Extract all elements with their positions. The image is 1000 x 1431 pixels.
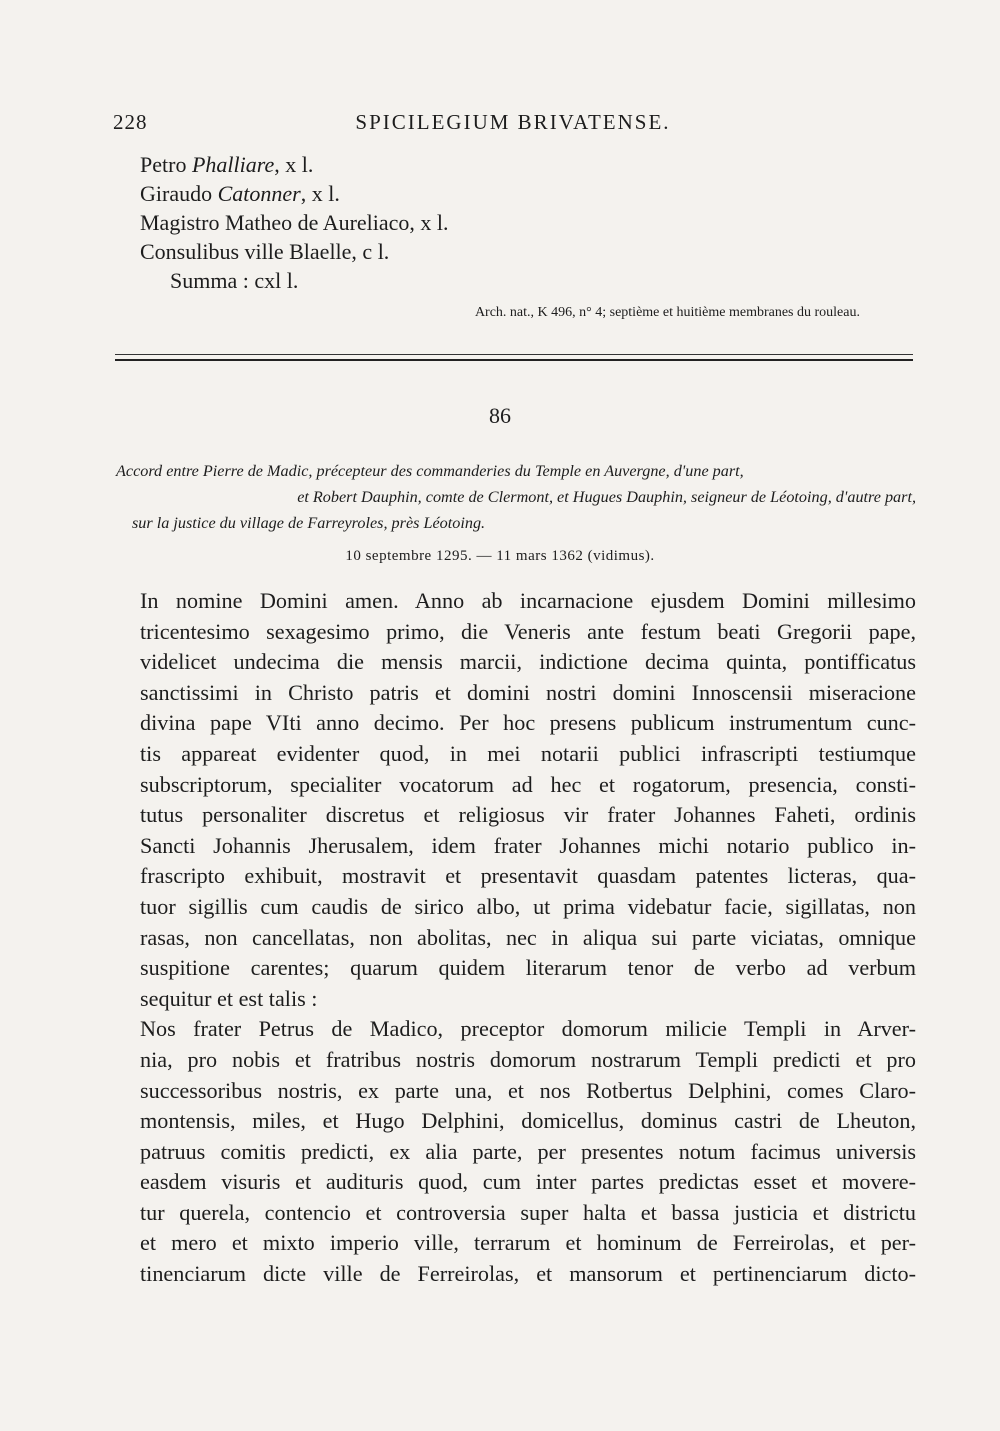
text-line: tis appareat evidenter quod, in mei notarii publici infrascripti testiumque xyxy=(140,740,916,766)
text-line: videlicet undecima die mensis marcii, indictione decima quinta, pontifficatus xyxy=(140,649,916,675)
list-item: Giraudo Catonner, x l. xyxy=(140,181,340,206)
text-line: divina pape VIti anno decimo. Per hoc presens publicum instrumentum cunc- xyxy=(140,710,916,736)
document-number: 86 xyxy=(489,403,511,428)
text-line: sequitur et est talis : xyxy=(140,985,318,1011)
text-line: sanctissimi in Christo patris et domini nostri domini Innoscensii miseracione xyxy=(140,679,916,705)
text-line: nia, pro nobis et fratribus nostris domorum nostrarum Templi predicti et pro xyxy=(140,1046,916,1072)
list-item: Magistro Matheo de Aureliaco, x l. xyxy=(140,210,449,235)
payment-list xyxy=(140,150,449,295)
list-item: Consulibus ville Blaelle, c l. xyxy=(140,239,390,264)
text-line: Sancti Johannis Jherusalem, idem frater Johannes michi notario publico in- xyxy=(140,832,916,858)
text-line: easdem visuris et audituris quod, cum inter partes predictas esset et movere- xyxy=(140,1169,916,1195)
divider xyxy=(115,359,913,361)
divider xyxy=(115,354,913,355)
text-line: rasas, non cancellatas, non abolitas, nec in aliqua sui parte viciatas, omnique xyxy=(140,924,916,950)
list-total: Summa : cxl l. xyxy=(170,268,299,293)
summary-line: Accord entre Pierre de Madic, précepteur des commanderies du Temple en Auvergne, d'une part, xyxy=(116,462,744,480)
source-citation: Arch. nat., K 496, n° 4; septième et huitième membranes du rouleau. xyxy=(474,305,860,320)
body-text xyxy=(140,586,916,1290)
text-line: tur querela, contencio et controversia super halta et bassa justicia et districtu xyxy=(140,1199,916,1225)
running-title: SPICILEGIUM BRIVATENSE. xyxy=(355,110,671,134)
text-line: frascripto exhibuit, mostravit et presentavit quasdam patentes licteras, qua- xyxy=(140,863,916,889)
text-line: In nomine Domini amen. Anno ab incarnacione ejusdem Domini millesimo xyxy=(140,588,916,613)
summary-line: sur la justice du village de Farreyroles, près Léotoing. xyxy=(132,514,486,532)
list-item: Petro Phalliare, x l. xyxy=(140,152,314,177)
text-line: subscriptorum, specialiter vocatorum ad hec et rogatorum, presencia, consti- xyxy=(140,771,916,797)
text-line: patruus comitis predicti, ex alia parte, per presentes notum facimus universis xyxy=(140,1138,916,1164)
text-line: tricentesimo sexagesimo primo, die Veneris ante festum beati Gregorii pape, xyxy=(140,618,916,644)
text-line: tutus personaliter discretus et religiosus vir frater Johannes Faheti, ordinis xyxy=(140,802,916,828)
text-line: Nos frater Petrus de Madico, preceptor domorum milicie Templi in Arver- xyxy=(140,1016,916,1042)
text-line: tinenciarum dicte ville de Ferreirolas, et mansorum et pertinenciarum dicto- xyxy=(140,1261,916,1287)
text-line: et mero et mixto imperio ville, terrarum et hominum de Ferreirolas, et per- xyxy=(140,1230,916,1256)
document-date: 10 septembre 1295. — 11 mars 1362 (vidimus). xyxy=(345,548,655,564)
summary-line: et Robert Dauphin, comte de Clermont, et Hugues Dauphin, seigneur de Léotoing, d'autre part, xyxy=(297,488,916,506)
text-line: successoribus nostris, ex parte una, et nos Rotbertus Delphini, comes Claro- xyxy=(140,1077,916,1103)
text-line: tuor sigillis cum caudis de sirico albo, ut prima videbatur facie, sigillatas, non xyxy=(140,893,916,919)
page-number: 228 xyxy=(113,110,148,134)
text-line: montensis, miles, et Hugo Delphini, domicellus, dominus castri de Lheuton, xyxy=(140,1108,916,1134)
document-summary xyxy=(116,458,916,536)
page-header xyxy=(113,110,913,140)
text-line: suspitione carentes; quarum quidem literarum tenor de verbo ad verbum xyxy=(140,955,916,981)
